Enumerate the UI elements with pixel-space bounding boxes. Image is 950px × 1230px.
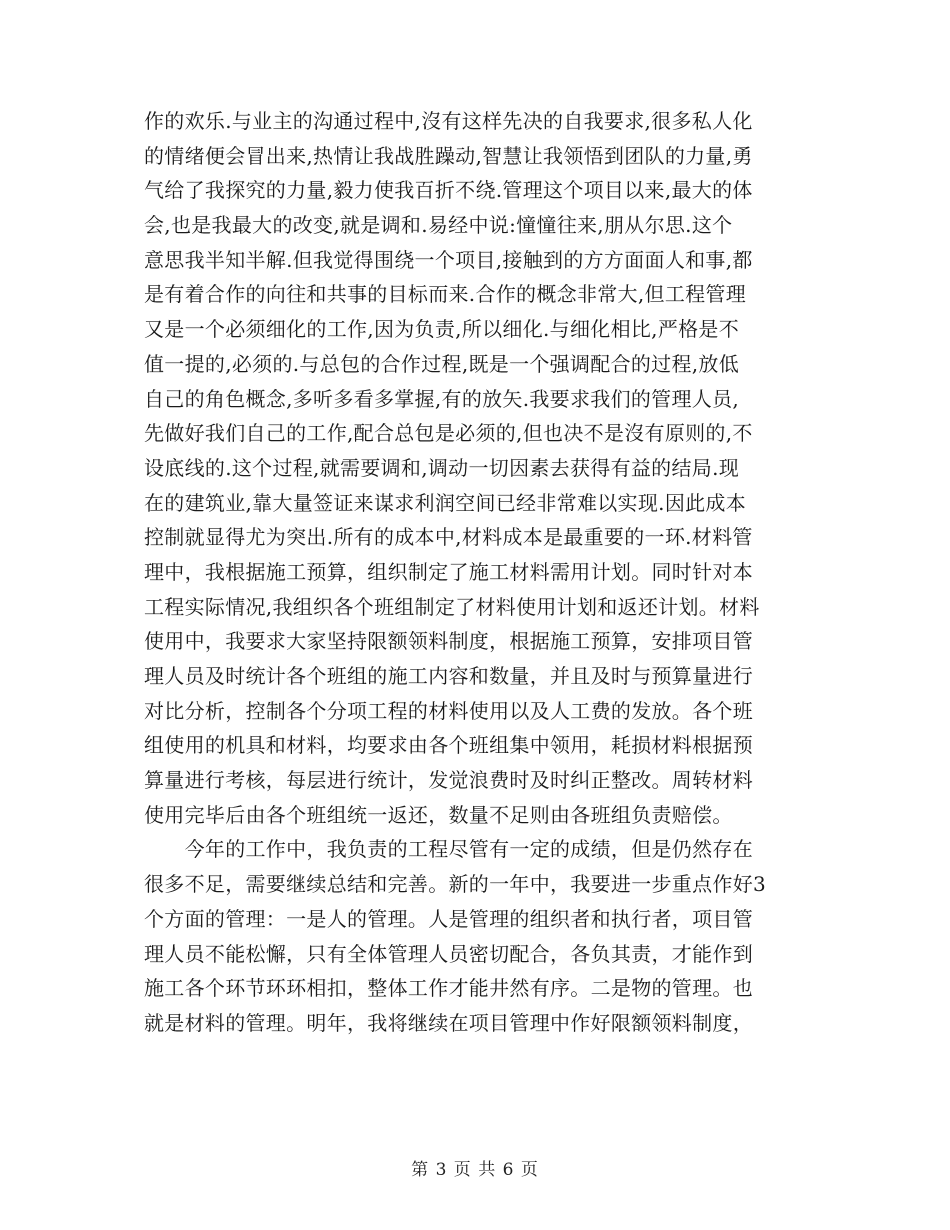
text-line: 又是一个必须细化的工作,因为负责,所以细化.与细化相比,严格是不 xyxy=(144,317,740,342)
text-line: 在的建筑业,靠大量签证来谋求利润空间已经非常难以实现.因此成本 xyxy=(144,490,747,515)
text-line: 对比分析，控制各个分项工程的材料使用以及人工费的发放。各个班 xyxy=(144,698,753,723)
text-line: 的情绪便会冒出来,热情让我战胜躁动,智慧让我领悟到团队的力量,勇 xyxy=(144,143,753,168)
text-line: 今年的工作中，我负责的工程尽管有一定的成绩，但是仍然存在 xyxy=(144,837,753,862)
text-line: 使用中，我要求大家坚持限额领料制度，根据施工预算，安排项目管 xyxy=(144,629,753,654)
text-line: 施工各个环节环环相扣，整体工作才能井然有序。二是物的管理。也 xyxy=(144,976,753,1001)
text-line: 理人员不能松懈，只有全体管理人员密切配合，各负其责，才能作到 xyxy=(144,941,753,966)
text-line: 设底线的.这个过程,就需要调和,调动一切因素去获得有益的结局.现 xyxy=(144,455,740,480)
text-line: 气给了我探究的力量,毅力使我百折不绕.管理这个项目以来,最大的体 xyxy=(144,178,753,203)
text-line: 自己的角色概念,多听多看多掌握,有的放矢.我要求我们的管理人员, xyxy=(144,386,740,411)
text-line: 使用完毕后由各个班组统一返还，数量不足则由各班组负责赔偿。 xyxy=(144,802,733,827)
text-line: 就是材料的管理。明年，我将继续在项目管理中作好限额领料制度， xyxy=(144,1010,753,1035)
text-line: 作的欢乐.与业主的沟通过程中,沒有这样先决的自我要求,很多私人化 xyxy=(144,109,753,133)
text-line: 控制就显得尤为突出.所有的成本中,材料成本是最重要的一环.材料管 xyxy=(144,525,753,550)
text-line: 组使用的机具和材料，均要求由各个班组集中领用，耗损材料根据预 xyxy=(144,733,753,758)
text-line: 工程实际情况,我组织各个班组制定了材料使用计划和返还计划。材料 xyxy=(144,594,760,619)
text-line: 算量进行考核，每层进行统计，发觉浪费时及时纠正整改。周转材料 xyxy=(144,768,753,793)
text-line: 很多不足，需要继续总结和完善。新的一年中，我要进一步重点作好3 xyxy=(144,872,767,897)
text-line: 个方面的管理：一是人的管理。人是管理的组织者和执行者，项目管 xyxy=(144,906,753,931)
body-text xyxy=(144,104,814,1041)
text-line: 先做好我们自己的工作,配合总包是必须的,但也决不是沒有原则的,不 xyxy=(144,421,753,446)
page-number-footer: 第 3 页 共 6 页 xyxy=(411,1160,539,1180)
text-line: 理人员及时统计各个班组的施工内容和数量，并且及时与预算量进行 xyxy=(144,664,753,688)
text-line: 是有着合作的向往和共事的目标而来.合作的概念非常大,但工程管理 xyxy=(144,282,747,307)
text-line: 值一提的,必须的.与总包的合作过程,既是一个强调配合的过程,放低 xyxy=(144,351,740,376)
text-line: 会,也是我最大的改变,就是调和.易经中说:憧憧往来,朋从尔思.这个 xyxy=(144,213,733,238)
text-line: 理中，我根据施工预算，组织制定了施工材料需用计划。同时针对本 xyxy=(144,559,753,584)
text-line: 意思我半知半解.但我觉得围绕一个项目,接触到的方方面面人和事,都 xyxy=(144,247,753,272)
